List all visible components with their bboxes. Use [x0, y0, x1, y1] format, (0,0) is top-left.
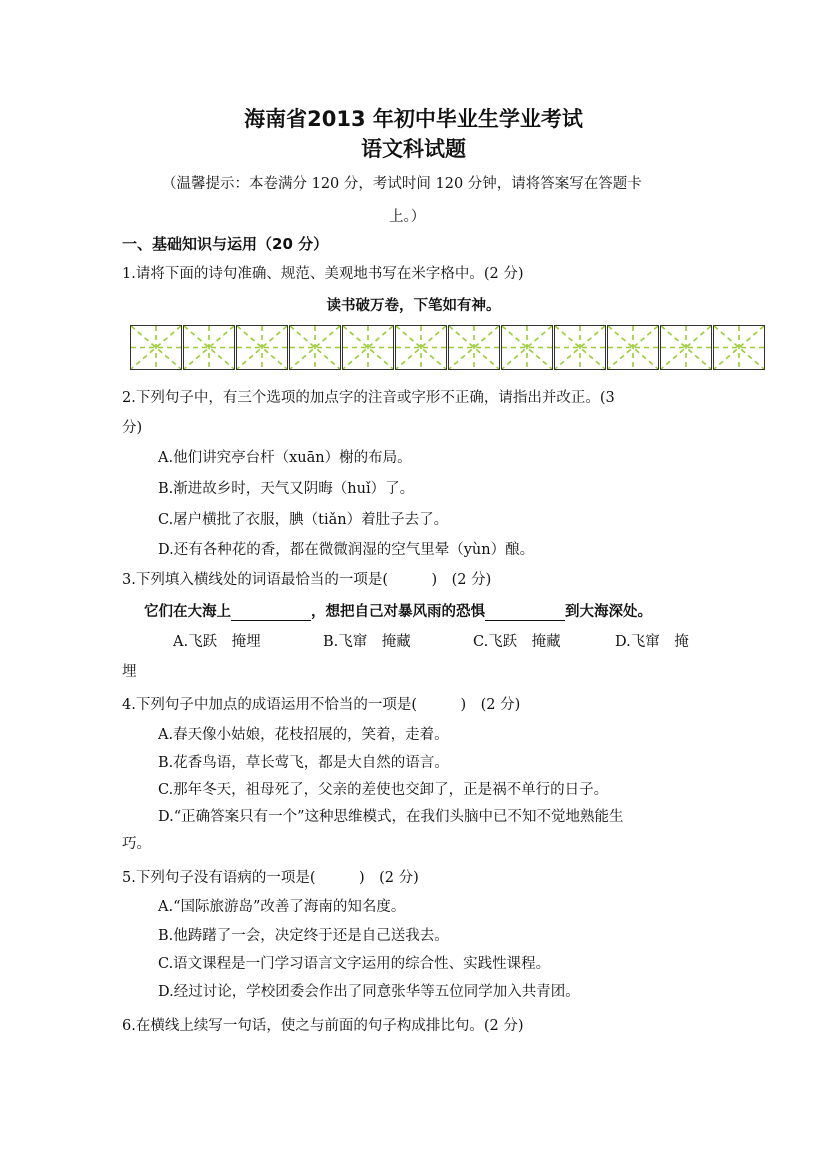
notice-line-2: 上。）	[389, 209, 426, 225]
q3-blank-2	[485, 604, 565, 621]
q5-option-d: D.经过讨论，学校团委会作出了同意张华等五位同学加入共青团。	[158, 984, 580, 1000]
mizige-cell	[130, 325, 182, 370]
notice-line-1: （温馨提示：本卷满分 120 分，考试时间 120 分钟，请将答案写在答题卡	[162, 176, 642, 192]
q4-prompt: 4.下列句子中加点的成语运用不恰当的一项是( ) (2 分)	[122, 697, 521, 713]
q3-option-c: C.飞跃 掩藏	[473, 634, 561, 650]
mizige-grid	[130, 325, 766, 370]
q1-prompt: 1.请将下面的诗句准确、规范、美观地书写在米字格中。(2 分)	[122, 266, 524, 282]
q1-poem: 读书破万卷，下笔如有神。	[326, 298, 501, 314]
section-1-heading: 一、基础知识与运用（20 分）	[122, 235, 329, 253]
q5-prompt: 5.下列句子没有语病的一项是( ) (2 分)	[122, 870, 419, 886]
mizige-cell	[289, 325, 341, 370]
q6-prompt: 6.在横线上续写一句话，使之与前面的句子构成排比句。(2 分)	[122, 1018, 524, 1034]
mizige-cell	[501, 325, 553, 370]
q3-sentence-part-a: 它们在大海上	[144, 603, 231, 620]
mizige-cell	[554, 325, 606, 370]
q3-option-b: B.飞窜 掩藏	[323, 634, 411, 650]
mizige-cell	[713, 325, 765, 370]
q2-option-c: C.屠户横批了衣服，腆（tiǎn）着肚子去了。	[158, 512, 449, 528]
mizige-cell	[607, 325, 659, 370]
mizige-cell	[236, 325, 288, 370]
q3-blank-1	[231, 604, 311, 621]
q3-sentence-part-c: 到大海深处。	[565, 603, 652, 620]
q5-option-a: A.“国际旅游岛”改善了海南的知名度。	[158, 899, 406, 915]
mizige-cell	[395, 325, 447, 370]
mizige-cell	[342, 325, 394, 370]
q3-option-d-cont: 埋	[122, 664, 137, 680]
q4-option-d: D.“正确答案只有一个”这种思维模式，在我们头脑中已不知不觉地熟能生	[158, 809, 624, 825]
exam-subtitle: 语文科试题	[361, 137, 466, 161]
q2-option-a: A.他们讲究亭台杆（xuān）榭的布局。	[158, 450, 412, 466]
mizige-cell	[660, 325, 712, 370]
q5-option-c: C.语文课程是一门学习语言文字运用的综合性、实践性课程。	[158, 956, 551, 972]
q2-option-b: B.渐进故乡时，天气又阴晦（huǐ）了。	[158, 481, 415, 497]
q4-option-d-cont: 巧。	[122, 836, 151, 852]
mizige-cell	[183, 325, 235, 370]
q3-prompt: 3.下列填入横线处的词语最恰当的一项是( ) (2 分)	[122, 572, 492, 588]
q3-sentence-part-b: ，想把自己对暴风雨的恐惧	[311, 603, 485, 620]
q5-option-b: B.他踌躇了一会，决定终于还是自己送我去。	[158, 928, 449, 944]
exam-title: 海南省2013 年初中毕业生学业考试	[244, 107, 583, 131]
q2-option-d: D.还有各种花的香，都在微微润湿的空气里晕（yùn）酿。	[158, 542, 535, 558]
q3-option-d: D.飞窜 掩	[615, 634, 689, 650]
q3-option-a: A.飞跃 掩埋	[173, 634, 261, 650]
mizige-cell	[448, 325, 500, 370]
q4-option-c: C.那年冬天，祖母死了，父亲的差使也交卸了，正是祸不单行的日子。	[158, 782, 609, 798]
q2-prompt-line-1: 2.下列句子中，有三个选项的加点字的注音或字形不正确，请指出并改正。(3	[122, 390, 615, 406]
q3-sentence	[144, 600, 652, 621]
q4-option-a: A.春天像小姑娘，花枝招展的，笑着，走着。	[158, 727, 449, 743]
q4-option-b: B.花香鸟语，草长莺飞，都是大自然的语言。	[158, 755, 449, 771]
q2-prompt-line-2: 分)	[122, 420, 143, 436]
